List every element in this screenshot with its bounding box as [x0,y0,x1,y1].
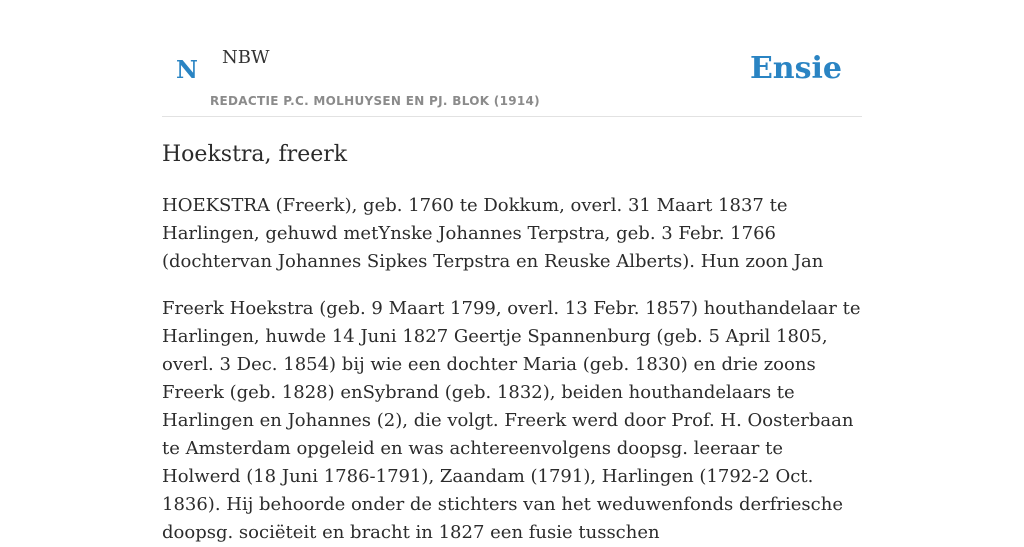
article-paragraph: Freerk Hoekstra (geb. 9 Maart 1799, overl. 13 Febr. 1857) houthandelaar te Harlingen, huwde 14 Juni 1827 Geertje Spannenburg (geb. 5 April 1805, overl. 3 Dec. 1854) bij wie een dochter Maria (geb. 1830) en drie zoons Freerk (geb. 1828) enSybrand (geb. 1832), beiden houthandelaars te Harlingen en Johannes (2), die volgt. Freerk werd door Prof. H. Oosterbaan te Amsterdam opgeleid en was achtereenvolgens doopsg. leeraar te Holwerd (18 Juni 1786-1791), Zaandam (1791), Harlingen (1792-2 Oct. 1836). Hij behoorde onder de stichters van het weduwenfonds derfriesche doopsg. sociëteit en bracht in 1827 een fusie tusschen [162,298,861,543]
header [162,0,862,117]
brand-logo-link[interactable]: Ensie [749,51,842,86]
article [162,140,862,547]
article-title: Hoekstra, freerk [162,142,348,167]
source-name[interactable]: NBW [222,47,270,68]
source-subtitle: REDACTIE P.C. MOLHUYSEN EN PJ. BLOK (1914) [210,94,540,108]
source-logo[interactable]: N [176,55,198,84]
article-paragraph: HOEKSTRA (Freerk), geb. 1760 te Dokkum, overl. 31 Maart 1837 te Harlingen, gehuwd metYnske Johannes Terpstra, geb. 3 Febr. 1766 (dochtervan Johannes Sipkes Terpstra en Reuske Alberts). Hun zoon Jan [162,195,824,272]
